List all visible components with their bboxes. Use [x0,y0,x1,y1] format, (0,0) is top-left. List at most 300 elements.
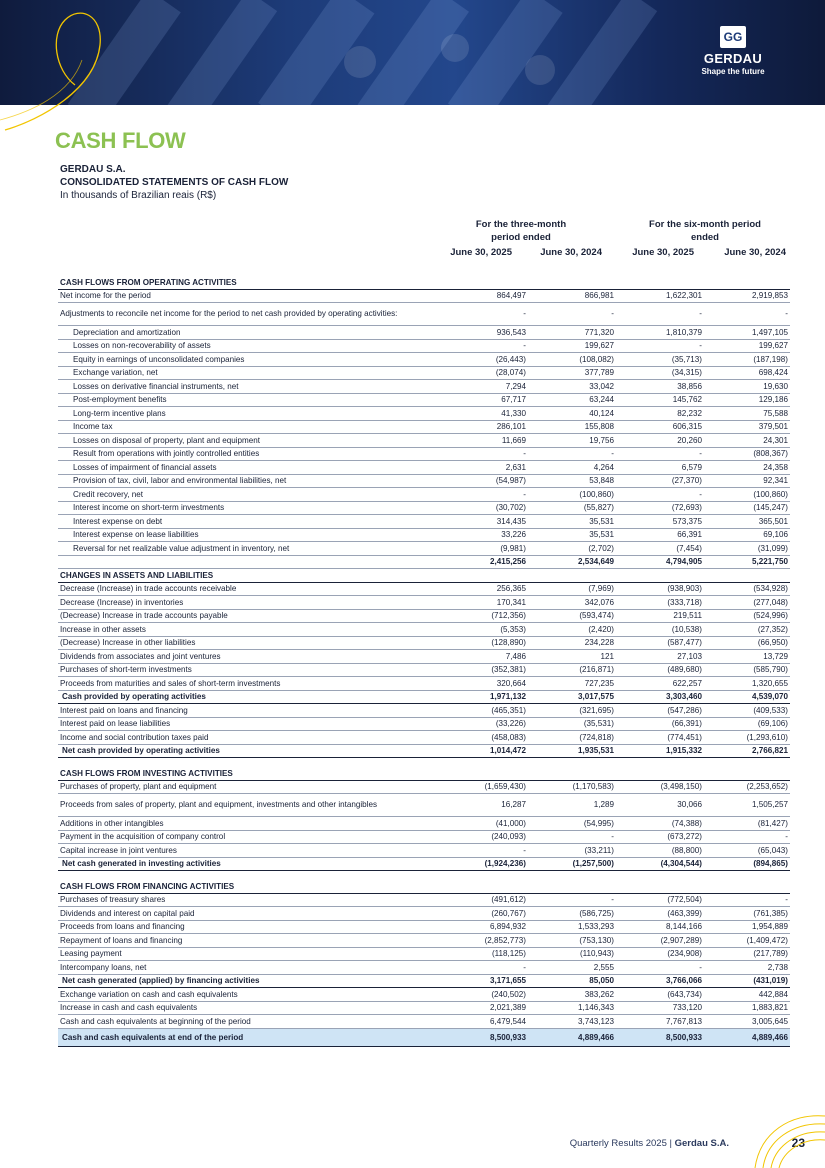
value-cell: - [440,339,528,353]
value-cell: (431,019) [704,974,790,988]
value-cell: 33,042 [528,380,616,394]
value-cell: 1,622,301 [616,289,704,303]
row-label: Increase in cash and cash equivalents [58,1001,440,1015]
row-label: Proceeds from sales of property, plant and equipment, investments and other intangibles [58,794,440,817]
value-cell: (772,504) [616,893,704,907]
row-label: Increase in other assets [58,623,440,637]
value-cell: - [440,844,528,858]
value-cell: 936,543 [440,326,528,340]
value-cell: (27,352) [704,623,790,637]
value-cell: (463,399) [616,907,704,921]
table-row [58,447,790,461]
value-cell [616,880,704,893]
value-cell: - [704,830,790,844]
value-cell: 1,883,821 [704,1001,790,1015]
value-cell: (465,351) [440,704,528,718]
value-cell: 33,226 [440,528,528,542]
table-row [58,1015,790,1029]
table-row [58,488,790,502]
value-cell: 1,971,132 [440,690,528,704]
value-cell: (10,538) [616,623,704,637]
value-cell: 129,186 [704,393,790,407]
row-label: Net cash generated in investing activities [58,857,440,871]
section-header-row [58,880,790,893]
row-label: Dividends from associates and joint ventures [58,650,440,664]
value-cell: (187,198) [704,353,790,367]
table-row [58,289,790,303]
value-cell: (9,981) [440,542,528,556]
value-cell: 1,915,332 [616,744,704,758]
table-row [58,623,790,637]
value-cell: (1,257,500) [528,857,616,871]
logo-mark-icon: GG [720,26,746,48]
value-cell: 2,021,389 [440,1001,528,1015]
table-row [58,650,790,664]
table-row [58,1001,790,1015]
value-cell: 219,511 [616,609,704,623]
value-cell: (69,106) [704,717,790,731]
value-cell: (761,385) [704,907,790,921]
value-cell: (1,170,583) [528,780,616,794]
value-cell: 2,738 [704,961,790,975]
value-cell: - [440,488,528,502]
value-cell: (753,130) [528,934,616,948]
value-cell: (54,995) [528,817,616,831]
logo-tagline: Shape the future [701,67,765,76]
value-cell: 6,479,544 [440,1015,528,1029]
value-cell: 1,497,105 [704,326,790,340]
row-label: Net income for the period [58,289,440,303]
value-cell: 19,756 [528,434,616,448]
table-row [58,844,790,858]
row-label: Dividends and interest on capital paid [58,907,440,921]
value-cell: 92,341 [704,474,790,488]
value-cell: (34,315) [616,366,704,380]
value-cell: (585,790) [704,663,790,677]
table-row [58,704,790,718]
table-row [58,393,790,407]
value-cell: 377,789 [528,366,616,380]
value-cell: (7,969) [528,582,616,596]
value-cell: - [528,447,616,461]
row-label: Income and social contribution taxes paid [58,731,440,745]
value-cell: 38,856 [616,380,704,394]
value-cell [440,276,528,289]
value-cell: 19,630 [704,380,790,394]
value-cell: 121 [528,650,616,664]
table-row [58,407,790,421]
value-cell: 4,889,466 [528,1028,616,1046]
table-row [58,636,790,650]
value-cell [616,871,704,881]
six-month-header: For the six-month period ended [649,219,761,243]
value-cell: (277,048) [704,596,790,610]
value-cell: 314,435 [440,515,528,529]
row-label: Adjustments to reconcile net income for the period to net cash provided by operating activities: [58,303,440,326]
value-cell: (66,950) [704,636,790,650]
value-cell: 866,981 [528,289,616,303]
table-row [58,988,790,1002]
value-cell: 733,120 [616,1001,704,1015]
value-cell: - [616,339,704,353]
value-cell: (2,253,652) [704,780,790,794]
value-cell: 573,375 [616,515,704,529]
table-row [58,528,790,542]
value-cell: 698,424 [704,366,790,380]
value-cell: 35,531 [528,528,616,542]
value-cell: 1,533,293 [528,920,616,934]
value-cell: (108,082) [528,353,616,367]
column-header: June 30, 2024 [540,247,602,258]
value-cell: 286,101 [440,420,528,434]
value-cell: (240,093) [440,830,528,844]
value-cell: 3,017,575 [528,690,616,704]
value-cell: (409,533) [704,704,790,718]
value-cell: 2,766,821 [704,744,790,758]
value-cell: (35,713) [616,353,704,367]
value-cell: (240,502) [440,988,528,1002]
value-cell: (54,987) [440,474,528,488]
value-cell: (145,247) [704,501,790,515]
value-cell: - [616,488,704,502]
table-row [58,366,790,380]
value-cell: (643,734) [616,988,704,1002]
row-label: Decrease (Increase) in trade accounts receivable [58,582,440,596]
value-cell: 383,262 [528,988,616,1002]
table-row [58,596,790,610]
value-cell: (74,388) [616,817,704,831]
row-label: Purchases of property, plant and equipment [58,780,440,794]
value-cell: (1,659,430) [440,780,528,794]
value-cell: (1,293,610) [704,731,790,745]
value-cell: 27,103 [616,650,704,664]
table-row [58,920,790,934]
value-cell: (217,789) [704,947,790,961]
row-label: Cash provided by operating activities [58,690,440,704]
value-cell: 7,486 [440,650,528,664]
value-cell: (333,718) [616,596,704,610]
footer-text [570,1138,729,1149]
value-cell: (1,924,236) [440,857,528,871]
row-label: Leasing payment [58,947,440,961]
row-label: CASH FLOWS FROM FINANCING ACTIVITIES [58,880,440,893]
column-header: June 30, 2024 [724,247,786,258]
value-cell: 82,232 [616,407,704,421]
value-cell: 2,631 [440,461,528,475]
value-cell [440,767,528,780]
value-cell: (35,531) [528,717,616,731]
value-cell: (27,370) [616,474,704,488]
row-label: Equity in earnings of unconsolidated companies [58,353,440,367]
value-cell: (547,286) [616,704,704,718]
table-row [58,339,790,353]
table-row [58,303,790,326]
value-cell: 365,501 [704,515,790,529]
page-number: 23 [791,1136,805,1150]
value-cell: (33,226) [440,717,528,731]
statement-name: CONSOLIDATED STATEMENTS OF CASH FLOW [60,177,289,188]
value-cell [528,767,616,780]
value-cell: 40,124 [528,407,616,421]
value-cell: 11,669 [440,434,528,448]
table-row [58,934,790,948]
table-row [58,542,790,556]
value-cell: 379,501 [704,420,790,434]
value-cell: (41,000) [440,817,528,831]
value-cell: - [528,893,616,907]
value-cell: 2,555 [528,961,616,975]
table-row [58,758,790,768]
value-cell: (118,125) [440,947,528,961]
table-row [58,515,790,529]
value-cell: 66,391 [616,528,704,542]
value-cell [616,276,704,289]
row-label: Reversal for net realizable value adjustment in inventory, net [58,542,440,556]
row-label: Cash and cash equivalents at end of the period [58,1028,440,1046]
value-cell: (2,852,773) [440,934,528,948]
table-row [58,690,790,704]
value-cell: 1,289 [528,794,616,817]
table-row [58,731,790,745]
table-row [58,474,790,488]
value-cell [616,569,704,583]
column-header: June 30, 2025 [632,247,694,258]
row-label: Interest paid on loans and financing [58,704,440,718]
value-cell: (524,996) [704,609,790,623]
row-label: Purchases of treasury shares [58,893,440,907]
table-row [58,434,790,448]
table-row [58,609,790,623]
row-label: Purchases of short-term investments [58,663,440,677]
row-label: Income tax [58,420,440,434]
value-cell: - [704,303,790,326]
value-cell: 1,505,257 [704,794,790,817]
table-row [58,871,790,881]
gerdau-logo [693,26,773,76]
row-label: Interest expense on lease liabilities [58,528,440,542]
value-cell: 4,794,905 [616,555,704,569]
value-cell: 24,358 [704,461,790,475]
row-label: Provision of tax, civil, labor and environmental liabilities, net [58,474,440,488]
value-cell: (30,702) [440,501,528,515]
table-row [58,857,790,871]
table-row [58,380,790,394]
table-row [58,663,790,677]
table-row [58,582,790,596]
value-cell: (593,474) [528,609,616,623]
value-cell: (724,818) [528,731,616,745]
value-cell [440,880,528,893]
value-cell: 75,588 [704,407,790,421]
closing-balance-row [58,1028,790,1046]
value-cell [704,871,790,881]
value-cell: (808,367) [704,447,790,461]
value-cell: 67,717 [440,393,528,407]
footer-report: Quarterly Results 2025 | [569,1138,675,1149]
value-cell: 69,106 [704,528,790,542]
value-cell [704,767,790,780]
value-cell: 20,260 [616,434,704,448]
column-header: June 30, 2025 [450,247,512,258]
value-cell: 1,954,889 [704,920,790,934]
value-cell: (3,498,150) [616,780,704,794]
value-cell: - [440,303,528,326]
value-cell [616,767,704,780]
value-cell: 8,144,166 [616,920,704,934]
value-cell: 85,050 [528,974,616,988]
table-row [58,501,790,515]
table-row [58,974,790,988]
value-cell: (55,827) [528,501,616,515]
row-label: Credit recovery, net [58,488,440,502]
value-cell: - [440,447,528,461]
value-cell: (774,451) [616,731,704,745]
value-cell: (534,928) [704,582,790,596]
value-cell: (491,612) [440,893,528,907]
value-cell [704,758,790,768]
value-cell: 1,146,343 [528,1001,616,1015]
section-header-row [58,569,790,583]
value-cell: (260,767) [440,907,528,921]
row-label: CHANGES IN ASSETS AND LIABILITIES [58,569,440,583]
value-cell: 4,889,466 [704,1028,790,1046]
row-label: Proceeds from maturities and sales of short-term investments [58,677,440,691]
row-label: Exchange variation, net [58,366,440,380]
row-label: Net cash provided by operating activities [58,744,440,758]
value-cell: 442,884 [704,988,790,1002]
value-cell: (26,443) [440,353,528,367]
row-label: Depreciation and amortization [58,326,440,340]
value-cell: 8,500,933 [616,1028,704,1046]
value-cell: (894,865) [704,857,790,871]
value-cell: - [528,303,616,326]
logo-name: GERDAU [703,51,763,66]
table-row [58,907,790,921]
row-label: Result from operations with jointly controlled entities [58,447,440,461]
units-note: In thousands of Brazilian reais (R$) [60,190,217,201]
value-cell [528,758,616,768]
company-name: GERDAU S.A. [60,164,126,175]
row-label: Capital increase in joint ventures [58,844,440,858]
value-cell: 771,320 [528,326,616,340]
row-label: Interest expense on debt [58,515,440,529]
value-cell: 622,257 [616,677,704,691]
value-cell [704,276,790,289]
value-cell: (673,272) [616,830,704,844]
value-cell [528,569,616,583]
section-header-row [58,767,790,780]
value-cell: 727,235 [528,677,616,691]
value-cell: (2,702) [528,542,616,556]
row-label: CASH FLOWS FROM INVESTING ACTIVITIES [58,767,440,780]
value-cell: 234,228 [528,636,616,650]
value-cell: - [616,961,704,975]
value-cell [440,871,528,881]
value-cell: 606,315 [616,420,704,434]
table-row [58,555,790,569]
row-label: Losses on derivative financial instruments, net [58,380,440,394]
value-cell: (458,083) [440,731,528,745]
row-label: Losses of impairment of financial assets [58,461,440,475]
row-label [58,871,440,881]
row-label: Proceeds from loans and financing [58,920,440,934]
value-cell: (100,860) [704,488,790,502]
row-label: Intercompany loans, net [58,961,440,975]
row-label: Long-term incentive plans [58,407,440,421]
value-cell: (712,356) [440,609,528,623]
value-cell: 145,762 [616,393,704,407]
row-label: Losses on non-recoverability of assets [58,339,440,353]
value-cell: 7,767,813 [616,1015,704,1029]
value-cell: 41,330 [440,407,528,421]
value-cell [704,569,790,583]
row-label: Additions in other intangibles [58,817,440,831]
value-cell: 3,171,655 [440,974,528,988]
table-row [58,961,790,975]
value-cell: (234,908) [616,947,704,961]
table-row [58,893,790,907]
value-cell: (587,477) [616,636,704,650]
value-cell: (321,695) [528,704,616,718]
decorative-corner-swirl-icon [745,1098,825,1168]
table-row [58,817,790,831]
value-cell: (2,907,289) [616,934,704,948]
table-row [58,744,790,758]
value-cell: (586,725) [528,907,616,921]
value-cell: (4,304,544) [616,857,704,871]
value-cell: 342,076 [528,596,616,610]
value-cell: 4,264 [528,461,616,475]
value-cell: 1,320,655 [704,677,790,691]
value-cell: (938,903) [616,582,704,596]
value-cell: 53,848 [528,474,616,488]
value-cell: 199,627 [528,339,616,353]
value-cell: - [616,447,704,461]
row-label: (Decrease) Increase in other liabilities [58,636,440,650]
value-cell: (7,454) [616,542,704,556]
table-row [58,420,790,434]
row-label: Post-employment benefits [58,393,440,407]
table-row [58,947,790,961]
value-cell: 6,579 [616,461,704,475]
value-cell: 2,919,853 [704,289,790,303]
value-cell [528,276,616,289]
page-title: CASH FLOW [55,128,186,153]
value-cell: 320,664 [440,677,528,691]
value-cell: (65,043) [704,844,790,858]
table-row [58,677,790,691]
value-cell: (72,693) [616,501,704,515]
value-cell: 2,534,649 [528,555,616,569]
value-cell: 7,294 [440,380,528,394]
row-label: Payment in the acquisition of company control [58,830,440,844]
row-label [58,555,440,569]
value-cell: (66,391) [616,717,704,731]
value-cell: 1,014,472 [440,744,528,758]
value-cell: 3,303,460 [616,690,704,704]
value-cell: (100,860) [528,488,616,502]
value-cell: 5,221,750 [704,555,790,569]
value-cell: (128,890) [440,636,528,650]
value-cell: 63,244 [528,393,616,407]
table-row [58,794,790,817]
value-cell: 8,500,933 [440,1028,528,1046]
table-row [58,780,790,794]
value-cell: 6,894,932 [440,920,528,934]
value-cell: - [616,303,704,326]
row-label: Decrease (Increase) in inventories [58,596,440,610]
value-cell: 864,497 [440,289,528,303]
